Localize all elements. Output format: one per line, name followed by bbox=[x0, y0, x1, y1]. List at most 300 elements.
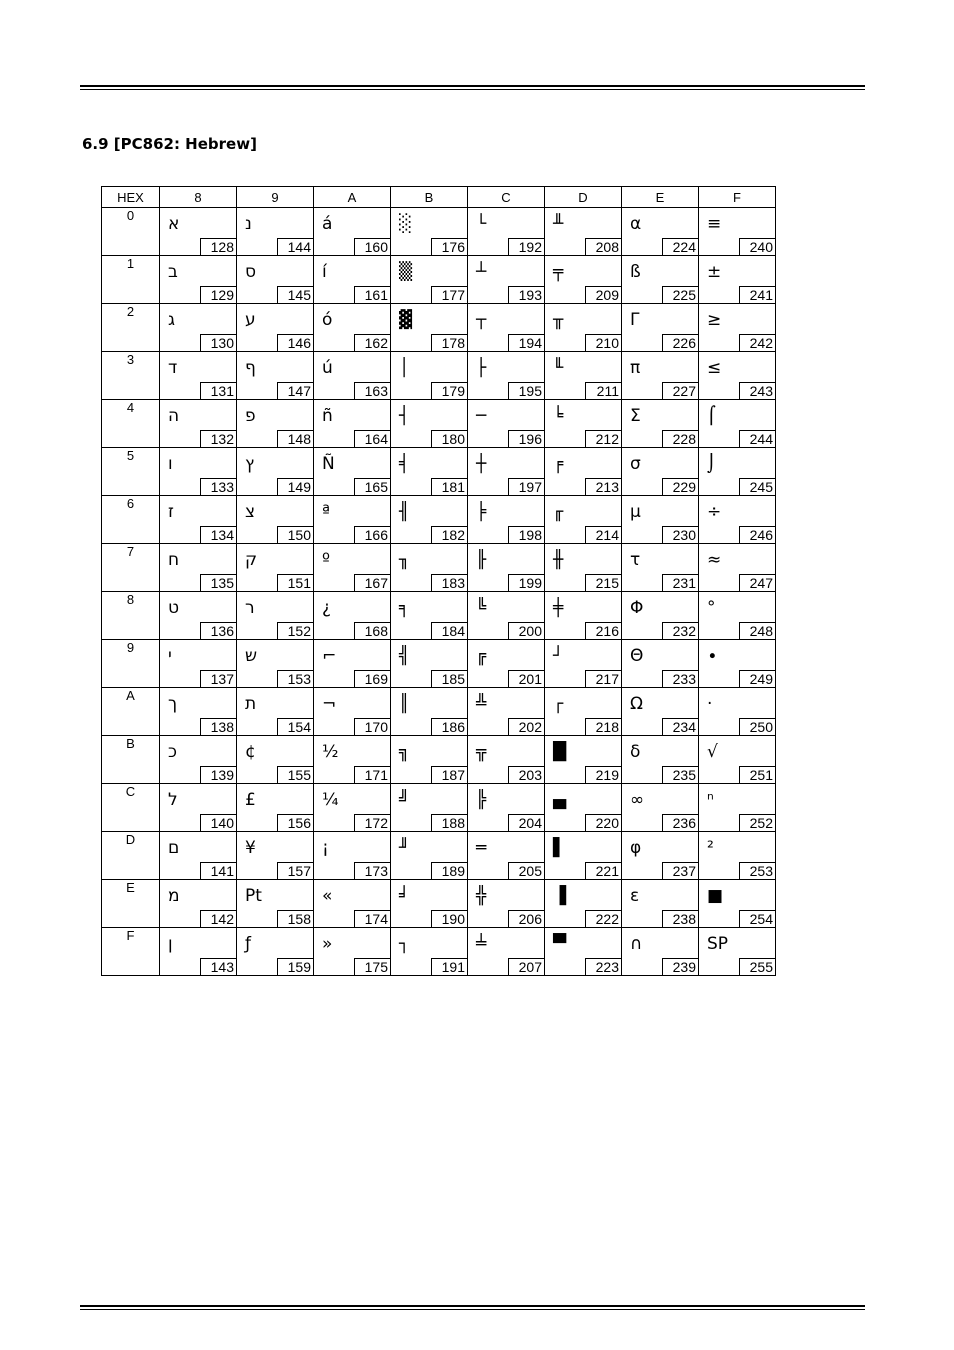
column-header: B bbox=[391, 187, 468, 208]
char-glyph: ├ bbox=[476, 358, 487, 378]
char-cell bbox=[314, 208, 391, 256]
char-glyph: ╩ bbox=[476, 694, 487, 714]
char-glyph: ≈ bbox=[707, 550, 722, 570]
row-hex-label: E bbox=[102, 880, 160, 928]
char-cell bbox=[237, 496, 314, 544]
char-decimal-code: 130 bbox=[200, 334, 236, 351]
char-cell bbox=[468, 496, 545, 544]
char-glyph: ▀ bbox=[553, 934, 567, 954]
char-cell bbox=[237, 784, 314, 832]
char-decimal-code: 129 bbox=[200, 286, 236, 303]
char-glyph: ט bbox=[168, 598, 180, 618]
char-glyph: א bbox=[168, 214, 180, 234]
char-glyph: ה bbox=[168, 406, 180, 426]
char-decimal-code: 253 bbox=[739, 862, 775, 879]
char-decimal-code: 137 bbox=[200, 670, 236, 687]
char-glyph: Γ bbox=[630, 310, 640, 330]
char-decimal-code: 167 bbox=[354, 574, 390, 591]
char-cell bbox=[314, 784, 391, 832]
char-decimal-code: 198 bbox=[508, 526, 544, 543]
char-decimal-code: 189 bbox=[431, 862, 467, 879]
char-cell bbox=[699, 832, 776, 880]
char-cell bbox=[545, 928, 622, 976]
char-decimal-code: 171 bbox=[354, 766, 390, 783]
char-decimal-code: 164 bbox=[354, 430, 390, 447]
char-glyph: ╝ bbox=[399, 790, 410, 810]
char-cell bbox=[468, 544, 545, 592]
char-decimal-code: 233 bbox=[662, 670, 698, 687]
char-decimal-code: 226 bbox=[662, 334, 698, 351]
char-glyph: » bbox=[322, 934, 333, 954]
char-glyph: ⌐ bbox=[322, 646, 337, 666]
char-cell bbox=[391, 784, 468, 832]
char-cell bbox=[314, 400, 391, 448]
char-glyph: פ bbox=[245, 406, 256, 426]
char-decimal-code: 148 bbox=[277, 430, 313, 447]
char-glyph: ╣ bbox=[399, 646, 410, 666]
char-cell bbox=[391, 592, 468, 640]
char-decimal-code: 175 bbox=[354, 958, 390, 975]
char-glyph: ² bbox=[707, 838, 714, 858]
char-cell bbox=[391, 688, 468, 736]
char-decimal-code: 235 bbox=[662, 766, 698, 783]
char-decimal-code: 200 bbox=[508, 622, 544, 639]
char-decimal-code: 250 bbox=[739, 718, 775, 735]
char-decimal-code: 142 bbox=[200, 910, 236, 927]
char-decimal-code: 131 bbox=[200, 382, 236, 399]
char-cell bbox=[237, 688, 314, 736]
char-glyph: φ bbox=[630, 838, 642, 858]
char-cell bbox=[314, 640, 391, 688]
char-glyph: ╤ bbox=[553, 262, 564, 282]
char-decimal-code: 231 bbox=[662, 574, 698, 591]
char-cell bbox=[699, 784, 776, 832]
hex-corner-header: HEX bbox=[102, 187, 160, 208]
char-cell bbox=[622, 352, 699, 400]
char-cell bbox=[468, 928, 545, 976]
char-glyph: Ñ bbox=[322, 454, 335, 474]
char-cell bbox=[160, 448, 237, 496]
section-title: 6.9 [PC862: Hebrew] bbox=[82, 135, 257, 153]
char-glyph: ש bbox=[245, 646, 258, 666]
char-glyph: ╧ bbox=[476, 934, 487, 954]
char-cell bbox=[545, 256, 622, 304]
char-cell bbox=[699, 448, 776, 496]
char-cell bbox=[391, 544, 468, 592]
char-glyph: ■ bbox=[707, 886, 724, 906]
char-decimal-code: 190 bbox=[431, 910, 467, 927]
char-decimal-code: 168 bbox=[354, 622, 390, 639]
char-decimal-code: 204 bbox=[508, 814, 544, 831]
char-glyph: í bbox=[322, 262, 327, 282]
char-cell bbox=[545, 448, 622, 496]
char-cell bbox=[545, 784, 622, 832]
char-glyph: Ω bbox=[630, 694, 643, 714]
char-decimal-code: 149 bbox=[277, 478, 313, 495]
char-cell bbox=[699, 496, 776, 544]
char-decimal-code: 225 bbox=[662, 286, 698, 303]
char-cell bbox=[160, 784, 237, 832]
char-decimal-code: 183 bbox=[431, 574, 467, 591]
row-hex-label: 1 bbox=[102, 256, 160, 304]
table-row bbox=[102, 400, 776, 448]
char-decimal-code: 153 bbox=[277, 670, 313, 687]
char-glyph: ף bbox=[245, 358, 256, 378]
char-glyph: ╡ bbox=[399, 454, 410, 474]
char-decimal-code: 217 bbox=[585, 670, 621, 687]
table-row bbox=[102, 688, 776, 736]
char-decimal-code: 249 bbox=[739, 670, 775, 687]
char-cell bbox=[314, 256, 391, 304]
char-decimal-code: 170 bbox=[354, 718, 390, 735]
char-glyph: ╪ bbox=[553, 598, 564, 618]
table-row bbox=[102, 592, 776, 640]
char-decimal-code: 238 bbox=[662, 910, 698, 927]
char-cell bbox=[237, 304, 314, 352]
char-decimal-code: 139 bbox=[200, 766, 236, 783]
char-cell bbox=[545, 208, 622, 256]
char-decimal-code: 248 bbox=[739, 622, 775, 639]
char-glyph: ñ bbox=[322, 406, 333, 426]
char-cell bbox=[160, 688, 237, 736]
char-decimal-code: 224 bbox=[662, 238, 698, 255]
char-decimal-code: 247 bbox=[739, 574, 775, 591]
char-cell bbox=[622, 688, 699, 736]
char-glyph: ⁿ bbox=[707, 790, 714, 810]
char-glyph: ⌠ bbox=[707, 406, 716, 426]
char-cell bbox=[237, 400, 314, 448]
column-header-row bbox=[102, 187, 776, 208]
char-glyph: √ bbox=[707, 742, 718, 762]
char-decimal-code: 219 bbox=[585, 766, 621, 783]
char-glyph: ┐ bbox=[399, 934, 410, 954]
char-cell bbox=[237, 592, 314, 640]
char-cell bbox=[545, 736, 622, 784]
char-decimal-code: 144 bbox=[277, 238, 313, 255]
char-cell bbox=[468, 736, 545, 784]
char-decimal-code: 232 bbox=[662, 622, 698, 639]
char-glyph: α bbox=[630, 214, 642, 234]
char-glyph: ╥ bbox=[553, 310, 564, 330]
char-decimal-code: 155 bbox=[277, 766, 313, 783]
char-cell bbox=[468, 880, 545, 928]
char-cell bbox=[545, 544, 622, 592]
column-header: A bbox=[314, 187, 391, 208]
char-glyph: ╞ bbox=[476, 502, 487, 522]
char-decimal-code: 154 bbox=[277, 718, 313, 735]
char-glyph: ≥ bbox=[707, 310, 722, 330]
row-hex-label: A bbox=[102, 688, 160, 736]
char-glyph: ╒ bbox=[553, 454, 564, 474]
char-decimal-code: 143 bbox=[200, 958, 236, 975]
row-hex-label: B bbox=[102, 736, 160, 784]
char-glyph: ± bbox=[707, 262, 722, 282]
char-glyph: ÷ bbox=[707, 502, 722, 522]
char-cell bbox=[160, 544, 237, 592]
char-cell bbox=[622, 736, 699, 784]
char-cell bbox=[468, 784, 545, 832]
table-row bbox=[102, 832, 776, 880]
char-decimal-code: 228 bbox=[662, 430, 698, 447]
char-decimal-code: 156 bbox=[277, 814, 313, 831]
char-cell bbox=[699, 928, 776, 976]
char-cell bbox=[160, 640, 237, 688]
char-glyph: Σ bbox=[630, 406, 641, 426]
char-glyph: ∞ bbox=[630, 790, 645, 810]
char-cell bbox=[468, 400, 545, 448]
char-cell bbox=[314, 544, 391, 592]
char-glyph: ¥ bbox=[245, 838, 256, 858]
char-glyph: ╨ bbox=[553, 214, 564, 234]
column-header: D bbox=[545, 187, 622, 208]
char-cell bbox=[160, 736, 237, 784]
char-decimal-code: 176 bbox=[431, 238, 467, 255]
char-cell bbox=[237, 544, 314, 592]
char-decimal-code: 160 bbox=[354, 238, 390, 255]
char-glyph: ≡ bbox=[707, 214, 722, 234]
char-glyph: ץ bbox=[245, 454, 255, 474]
header-rule bbox=[80, 85, 865, 87]
char-glyph: SP bbox=[707, 934, 729, 954]
char-cell bbox=[545, 688, 622, 736]
row-hex-label: F bbox=[102, 928, 160, 976]
char-cell bbox=[314, 832, 391, 880]
char-decimal-code: 208 bbox=[585, 238, 621, 255]
table-row bbox=[102, 736, 776, 784]
char-cell bbox=[314, 880, 391, 928]
char-cell bbox=[314, 304, 391, 352]
char-decimal-code: 239 bbox=[662, 958, 698, 975]
char-cell bbox=[699, 208, 776, 256]
char-cell bbox=[160, 496, 237, 544]
char-cell bbox=[699, 544, 776, 592]
char-glyph: ╜ bbox=[399, 838, 410, 858]
char-cell bbox=[160, 256, 237, 304]
char-glyph: ╙ bbox=[553, 358, 564, 378]
char-cell bbox=[622, 304, 699, 352]
char-cell bbox=[314, 448, 391, 496]
char-cell bbox=[237, 256, 314, 304]
char-glyph: ג bbox=[168, 310, 176, 330]
char-cell bbox=[622, 928, 699, 976]
char-glyph: Φ bbox=[630, 598, 644, 618]
char-decimal-code: 174 bbox=[354, 910, 390, 927]
char-decimal-code: 211 bbox=[585, 382, 621, 399]
char-cell bbox=[468, 448, 545, 496]
char-glyph: £ bbox=[245, 790, 256, 810]
char-decimal-code: 151 bbox=[277, 574, 313, 591]
char-decimal-code: 214 bbox=[585, 526, 621, 543]
char-cell bbox=[545, 832, 622, 880]
char-glyph: ┬ bbox=[476, 310, 487, 330]
char-decimal-code: 199 bbox=[508, 574, 544, 591]
char-cell bbox=[314, 352, 391, 400]
char-decimal-code: 210 bbox=[585, 334, 621, 351]
char-decimal-code: 173 bbox=[354, 862, 390, 879]
char-glyph: ¬ bbox=[322, 694, 337, 714]
char-glyph: ░ bbox=[399, 214, 413, 234]
char-decimal-code: 147 bbox=[277, 382, 313, 399]
char-cell bbox=[391, 352, 468, 400]
char-cell bbox=[699, 304, 776, 352]
char-decimal-code: 197 bbox=[508, 478, 544, 495]
char-glyph: ו bbox=[168, 454, 173, 474]
char-glyph: ╖ bbox=[399, 550, 410, 570]
char-glyph: ╔ bbox=[476, 646, 487, 666]
char-cell bbox=[545, 352, 622, 400]
column-header: 9 bbox=[237, 187, 314, 208]
char-cell bbox=[468, 832, 545, 880]
char-glyph: ╫ bbox=[553, 550, 564, 570]
row-hex-label: C bbox=[102, 784, 160, 832]
char-decimal-code: 236 bbox=[662, 814, 698, 831]
char-cell bbox=[622, 544, 699, 592]
char-glyph: ∩ bbox=[630, 934, 643, 954]
char-decimal-code: 207 bbox=[508, 958, 544, 975]
char-glyph: ¿ bbox=[322, 598, 332, 618]
char-glyph: · bbox=[707, 694, 713, 714]
column-header: 8 bbox=[160, 187, 237, 208]
char-cell bbox=[622, 208, 699, 256]
char-decimal-code: 157 bbox=[277, 862, 313, 879]
char-cell bbox=[468, 640, 545, 688]
char-cell bbox=[391, 208, 468, 256]
char-glyph: ┌ bbox=[553, 694, 564, 714]
char-decimal-code: 196 bbox=[508, 430, 544, 447]
char-glyph: ב bbox=[168, 262, 178, 282]
char-decimal-code: 241 bbox=[739, 286, 775, 303]
char-glyph: ▒ bbox=[399, 262, 413, 282]
char-glyph: ∙ bbox=[707, 646, 718, 666]
char-cell bbox=[160, 400, 237, 448]
char-decimal-code: 179 bbox=[431, 382, 467, 399]
char-cell bbox=[391, 736, 468, 784]
char-glyph: ל bbox=[168, 790, 178, 810]
char-glyph: ╓ bbox=[553, 502, 564, 522]
char-decimal-code: 229 bbox=[662, 478, 698, 495]
char-decimal-code: 192 bbox=[508, 238, 544, 255]
char-decimal-code: 146 bbox=[277, 334, 313, 351]
char-cell bbox=[468, 208, 545, 256]
char-cell bbox=[699, 640, 776, 688]
char-glyph: τ bbox=[630, 550, 641, 570]
char-cell bbox=[468, 352, 545, 400]
char-glyph: ƒ bbox=[245, 934, 251, 954]
char-cell bbox=[391, 256, 468, 304]
char-glyph: ╠ bbox=[476, 790, 487, 810]
char-decimal-code: 218 bbox=[585, 718, 621, 735]
char-decimal-code: 134 bbox=[200, 526, 236, 543]
char-glyph: ╢ bbox=[399, 502, 410, 522]
char-glyph: σ bbox=[630, 454, 641, 474]
char-cell bbox=[391, 640, 468, 688]
char-glyph: ╦ bbox=[476, 742, 487, 762]
row-hex-label: 8 bbox=[102, 592, 160, 640]
char-glyph: ▌ bbox=[553, 838, 567, 858]
char-decimal-code: 244 bbox=[739, 430, 775, 447]
char-glyph: ¼ bbox=[322, 790, 339, 810]
char-glyph: ח bbox=[168, 550, 180, 570]
char-cell bbox=[545, 592, 622, 640]
row-hex-label: D bbox=[102, 832, 160, 880]
char-decimal-code: 186 bbox=[431, 718, 467, 735]
column-header: F bbox=[699, 187, 776, 208]
char-cell bbox=[314, 496, 391, 544]
char-decimal-code: 185 bbox=[431, 670, 467, 687]
char-decimal-code: 150 bbox=[277, 526, 313, 543]
char-decimal-code: 212 bbox=[585, 430, 621, 447]
table-row bbox=[102, 448, 776, 496]
char-decimal-code: 242 bbox=[739, 334, 775, 351]
char-decimal-code: 223 bbox=[585, 958, 621, 975]
char-cell bbox=[699, 400, 776, 448]
char-cell bbox=[391, 400, 468, 448]
row-hex-label: 5 bbox=[102, 448, 160, 496]
char-glyph: ª bbox=[322, 502, 331, 522]
char-glyph: ε bbox=[630, 886, 640, 906]
char-decimal-code: 215 bbox=[585, 574, 621, 591]
char-cell bbox=[160, 928, 237, 976]
char-glyph: ⌡ bbox=[707, 454, 716, 474]
char-decimal-code: 165 bbox=[354, 478, 390, 495]
char-cell bbox=[468, 592, 545, 640]
char-decimal-code: 140 bbox=[200, 814, 236, 831]
char-cell bbox=[391, 832, 468, 880]
char-glyph: ┴ bbox=[476, 262, 487, 282]
row-hex-label: 9 bbox=[102, 640, 160, 688]
char-decimal-code: 187 bbox=[431, 766, 467, 783]
char-cell bbox=[314, 688, 391, 736]
char-decimal-code: 209 bbox=[585, 286, 621, 303]
char-cell bbox=[699, 352, 776, 400]
char-glyph: ≤ bbox=[707, 358, 722, 378]
char-decimal-code: 237 bbox=[662, 862, 698, 879]
char-cell bbox=[622, 256, 699, 304]
char-glyph: ד bbox=[168, 358, 178, 378]
char-cell bbox=[622, 784, 699, 832]
char-cell bbox=[160, 832, 237, 880]
char-cell bbox=[237, 928, 314, 976]
char-glyph: ╬ bbox=[476, 886, 487, 906]
char-decimal-code: 222 bbox=[585, 910, 621, 927]
char-decimal-code: 194 bbox=[508, 334, 544, 351]
char-cell bbox=[160, 304, 237, 352]
char-decimal-code: 206 bbox=[508, 910, 544, 927]
table-row bbox=[102, 784, 776, 832]
char-decimal-code: 180 bbox=[431, 430, 467, 447]
char-glyph: ú bbox=[322, 358, 333, 378]
char-decimal-code: 202 bbox=[508, 718, 544, 735]
char-glyph: └ bbox=[476, 214, 487, 234]
char-decimal-code: 227 bbox=[662, 382, 698, 399]
column-header: E bbox=[622, 187, 699, 208]
char-glyph: ║ bbox=[399, 694, 410, 714]
row-hex-label: 3 bbox=[102, 352, 160, 400]
char-cell bbox=[468, 304, 545, 352]
char-decimal-code: 163 bbox=[354, 382, 390, 399]
table-row bbox=[102, 880, 776, 928]
char-decimal-code: 182 bbox=[431, 526, 467, 543]
char-glyph: ▄ bbox=[553, 790, 567, 810]
char-glyph: │ bbox=[399, 358, 410, 378]
char-decimal-code: 159 bbox=[277, 958, 313, 975]
table-row bbox=[102, 304, 776, 352]
char-cell bbox=[237, 448, 314, 496]
row-hex-label: 0 bbox=[102, 208, 160, 256]
char-cell bbox=[160, 592, 237, 640]
row-hex-label: 2 bbox=[102, 304, 160, 352]
char-cell bbox=[391, 496, 468, 544]
